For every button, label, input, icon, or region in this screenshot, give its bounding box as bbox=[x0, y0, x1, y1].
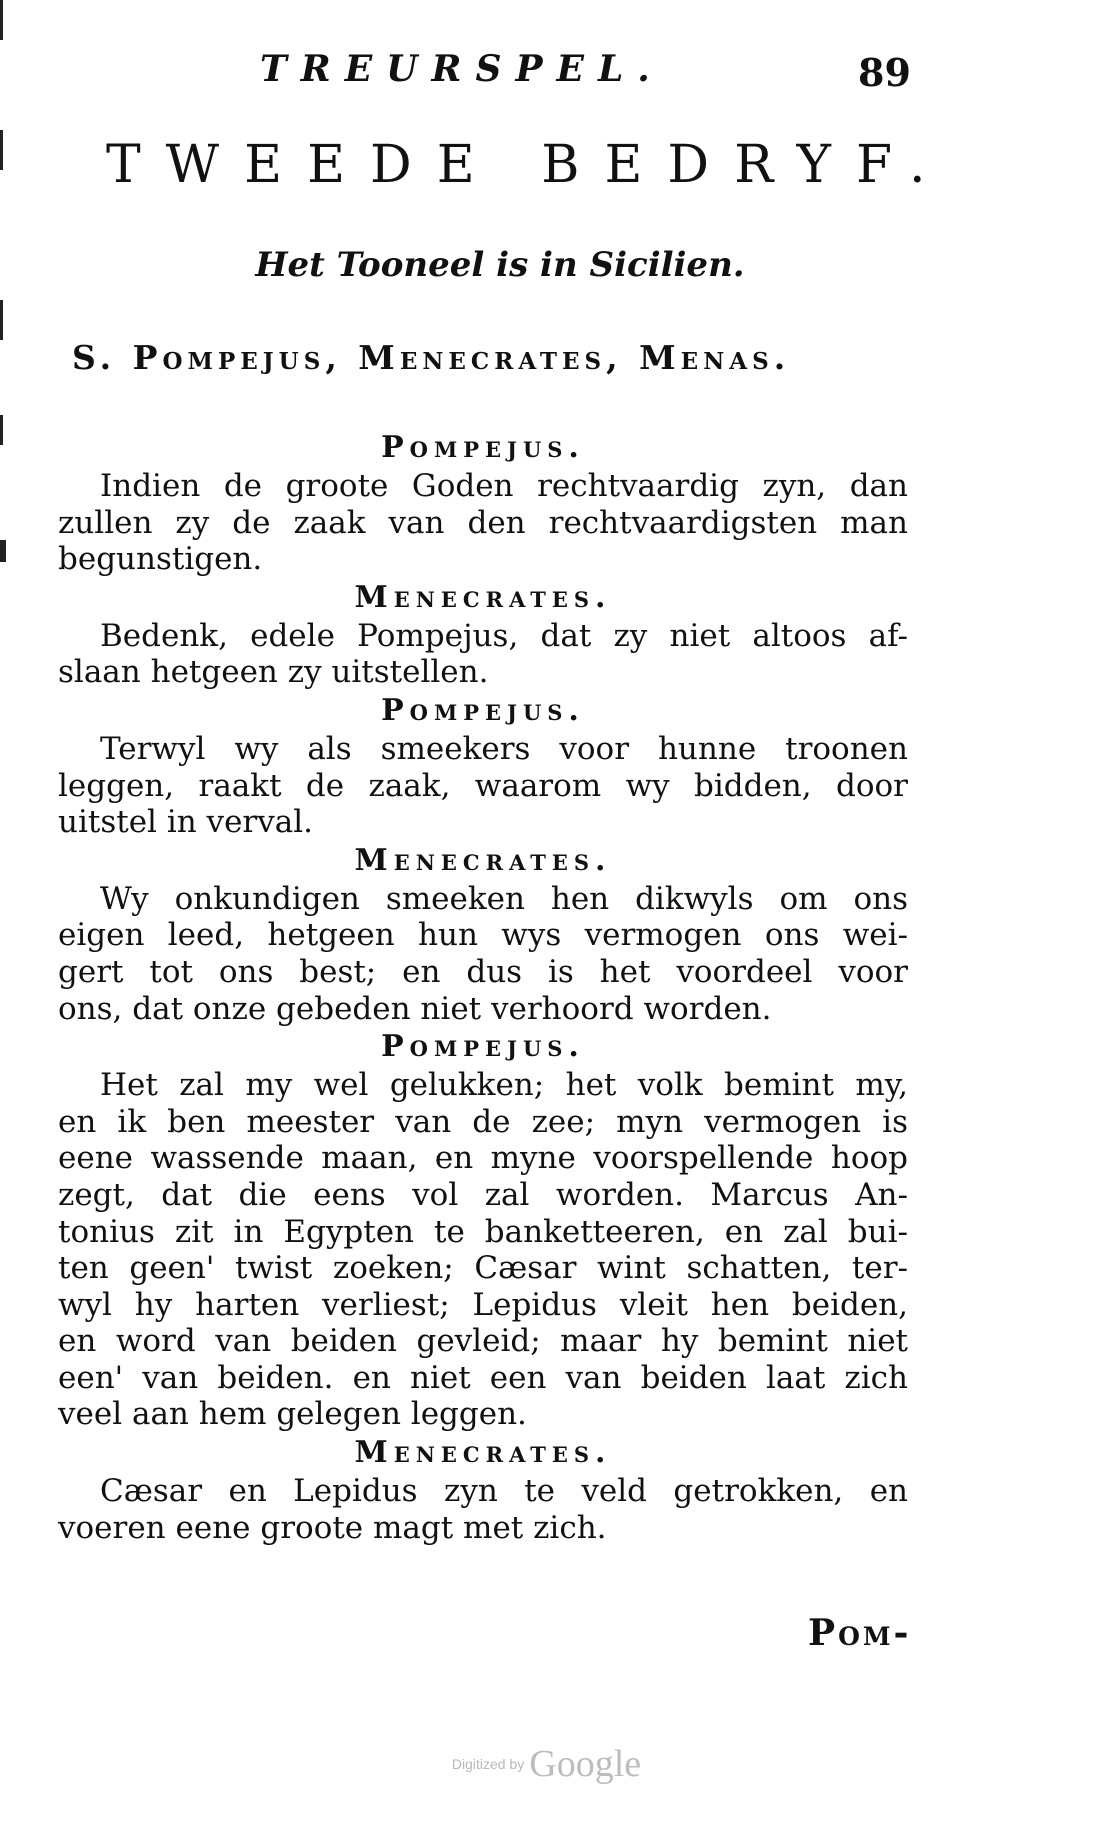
digitized-watermark bbox=[0, 1742, 1093, 1786]
page-number: 89 bbox=[858, 50, 911, 95]
google-logo: Google bbox=[529, 1743, 642, 1785]
text-line: en ik ben meester van de zee; myn vermogen is bbox=[58, 1103, 908, 1140]
running-title: TREURSPEL. bbox=[260, 48, 664, 90]
text-line: gert tot ons best; en dus is het voordeel voor bbox=[58, 953, 908, 990]
text-line: zegt, dat die eens vol zal worden. Marcus An- bbox=[58, 1176, 908, 1213]
text-line: zullen zy de zaak van den rechtvaardigsten man bbox=[58, 504, 908, 541]
speaker-name: Pompejus. bbox=[381, 692, 585, 728]
text-line: Indien de groote Goden rechtvaardig zyn, dan bbox=[100, 468, 908, 504]
text-line: ons, dat onze gebeden niet verhoord worden. bbox=[58, 990, 772, 1027]
speaker-name: Menecrates. bbox=[354, 842, 612, 878]
character-list: S. Pompejus, Menecrates, Menas. bbox=[72, 338, 791, 377]
text-line: tonius zit in Egypten te banketteeren, en zal bui- bbox=[58, 1213, 908, 1250]
dialogue bbox=[58, 428, 908, 1546]
act-title: TWEEDE BEDRYF. bbox=[106, 135, 951, 195]
catchword: Pom- bbox=[808, 1612, 912, 1654]
text-line: begunstigen. bbox=[58, 541, 263, 578]
text-line: een' van beiden. en niet een van beiden laat zich bbox=[58, 1359, 908, 1396]
speaker-name: Pompejus. bbox=[381, 430, 585, 465]
page-edge-mark bbox=[0, 300, 3, 340]
page-edge-mark bbox=[0, 0, 3, 40]
text-line: slaan hetgeen zy uitstellen. bbox=[58, 654, 489, 691]
speaker-name: Menecrates. bbox=[354, 1435, 612, 1471]
text-line: eene wassende maan, en myne voorspellende hoop bbox=[58, 1140, 908, 1177]
speaker-name: Menecrates. bbox=[354, 579, 612, 615]
text-line: Wy onkundigen smeeken hen dikwyls om ons bbox=[100, 880, 908, 917]
text-line: Bedenk, edele Pompejus, dat zy niet altoos af- bbox=[100, 617, 908, 654]
scene-heading: Het Tooneel is in Sicilien. bbox=[255, 245, 745, 285]
text-line: veel aan hem gelegen leggen. bbox=[58, 1396, 527, 1433]
page-edge-mark bbox=[0, 130, 3, 170]
page-edge-mark bbox=[0, 415, 3, 445]
text-line: eigen leed, hetgeen hun wys vermogen ons wei- bbox=[58, 917, 908, 954]
text-line: Het zal my wel gelukken; het volk bemint my, bbox=[100, 1067, 908, 1104]
page-edge-mark bbox=[0, 540, 6, 562]
text-line: voeren eene groote magt met zich. bbox=[58, 1509, 607, 1546]
text-line: leggen, raakt de zaak, waarom wy bidden, door bbox=[58, 767, 908, 804]
text-line: Terwyl wy als smeekers voor hunne troonen bbox=[100, 730, 908, 767]
text-line: Cæsar en Lepidus zyn te veld getrokken, en bbox=[100, 1473, 908, 1510]
text-line: uitstel in verval. bbox=[58, 804, 313, 841]
text-line: en word van beiden gevleid; maar hy bemint niet bbox=[58, 1323, 908, 1360]
speaker-name: Pompejus. bbox=[381, 1029, 585, 1065]
watermark-prefix: Digitized by bbox=[451, 1756, 525, 1772]
text-line: wyl hy harten verliest; Lepidus vleit hen beiden, bbox=[58, 1286, 908, 1323]
text-line: ten geen' twist zoeken; Cæsar wint schatten, ter- bbox=[58, 1250, 908, 1287]
